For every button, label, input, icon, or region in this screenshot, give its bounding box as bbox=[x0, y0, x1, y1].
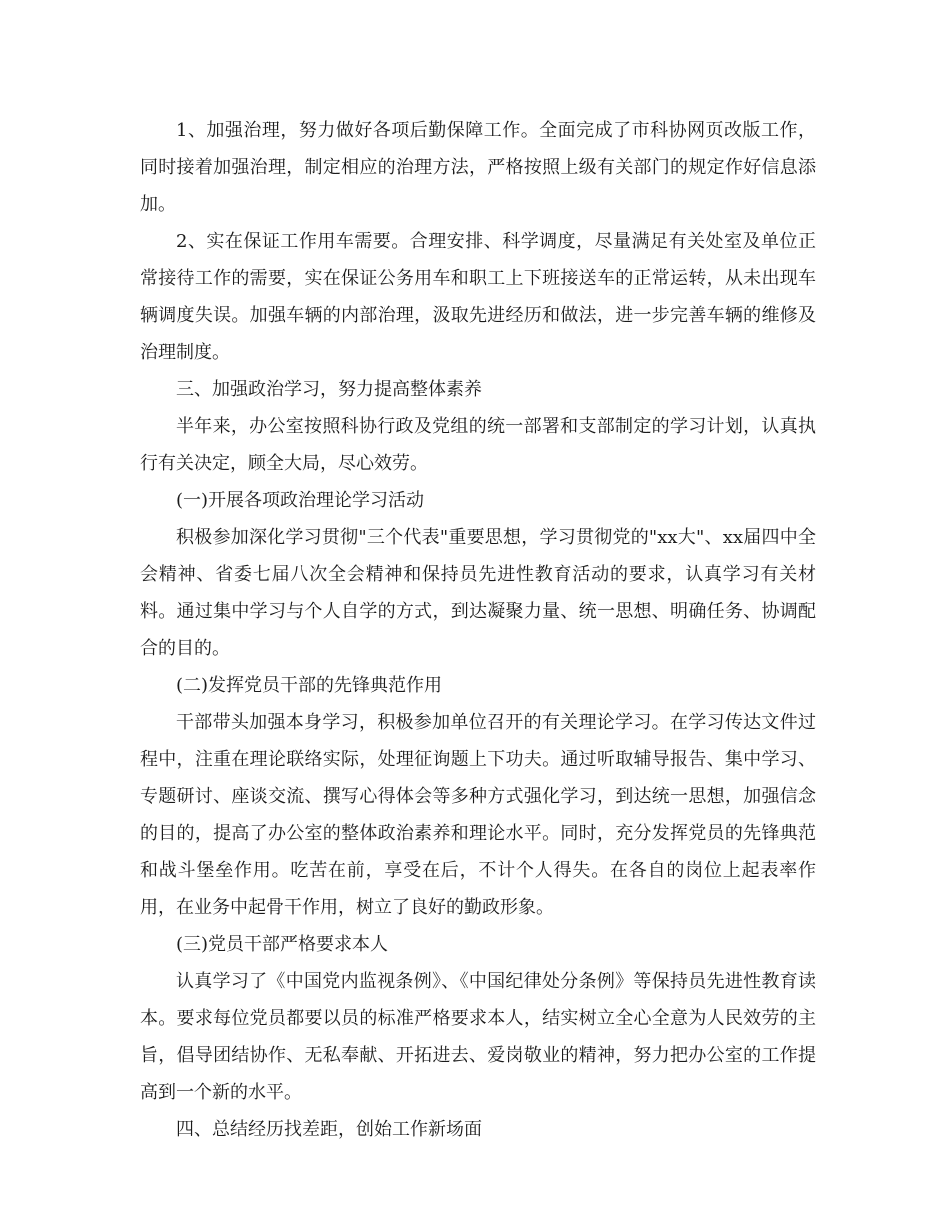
document-page bbox=[140, 112, 816, 1148]
paragraph-logistics: 1、加强治理，努力做好各项后勤保障工作。全面完成了市科协网页改版工作，同时接着加强治理，制定相应的治理方法，严格按照上级有关部门的规定作好信息添加。 bbox=[140, 120, 816, 215]
paragraph-half-year: 半年来，办公室按照科协行政及党组的统一部署和支部制定的学习计划，认真执行有关决定，顾全大局，尽心效劳。 bbox=[140, 416, 816, 474]
paragraph-strict-requirements: 认真学习了《中国党内监视条例》、《中国纪律处分条例》等保持员先进性教育读本。要求每位党员都要以员的标准严格要求本人，结实树立全心全意为人民效劳的主旨，倡导团结协作、无私奉献、开拓进去、爱岗敬业的精神，努力把办公室的工作提高到一个新的水平。 bbox=[140, 971, 816, 1103]
subheading-strict-requirements: (三)党员干部严格要求本人 bbox=[176, 934, 389, 955]
paragraph-vehicles: 2、实在保证工作用车需要。合理安排、科学调度，尽量满足有关处室及单位正常接待工作的需要，实在保证公务用车和职工上下班接送车的正常运转，从未出现车辆调度失误。加强车辆的内部治理，汲取先进经历和做法，进一步完善车辆的维修及治理制度。 bbox=[140, 231, 816, 363]
section-heading-summary: 四、总结经历找差距，创始工作新场面 bbox=[176, 1119, 482, 1140]
paragraph-theory-activities: 积极参加深化学习贯彻"三个代表"重要思想，学习贯彻党的"xx大"、xx届四中全会精神、省委七届八次全会精神和保持员先进性教育活动的要求，认真学习有关材料。通过集中学习与个人自学的方式，到达凝聚力量、统一思想、明确任务、协调配合的目的。 bbox=[140, 527, 816, 659]
section-heading-political-study: 三、加强政治学习，努力提高整体素养 bbox=[176, 379, 482, 400]
subheading-party-members-role: (二)发挥党员干部的先锋典范作用 bbox=[176, 675, 443, 696]
subheading-theory-activities: (一)开展各项政治理论学习活动 bbox=[176, 490, 425, 511]
paragraph-party-members-role: 干部带头加强本身学习，积极参加单位召开的有关理论学习。在学习传达文件过程中，注重在理论联络实际，处理征询题上下功夫。通过听取辅导报告、集中学习、专题研讨、座谈交流、撰写心得体会等多种方式强化学习，到达统一思想，加强信念的目的，提高了办公室的整体政治素养和理论水平。同时，充分发挥党员的先锋典范和战斗堡垒作用。吃苦在前，享受在后，不计个人得失。在各自的岗位上起表率作用，在业务中起骨干作用，树立了良好的勤政形象。 bbox=[140, 712, 816, 918]
